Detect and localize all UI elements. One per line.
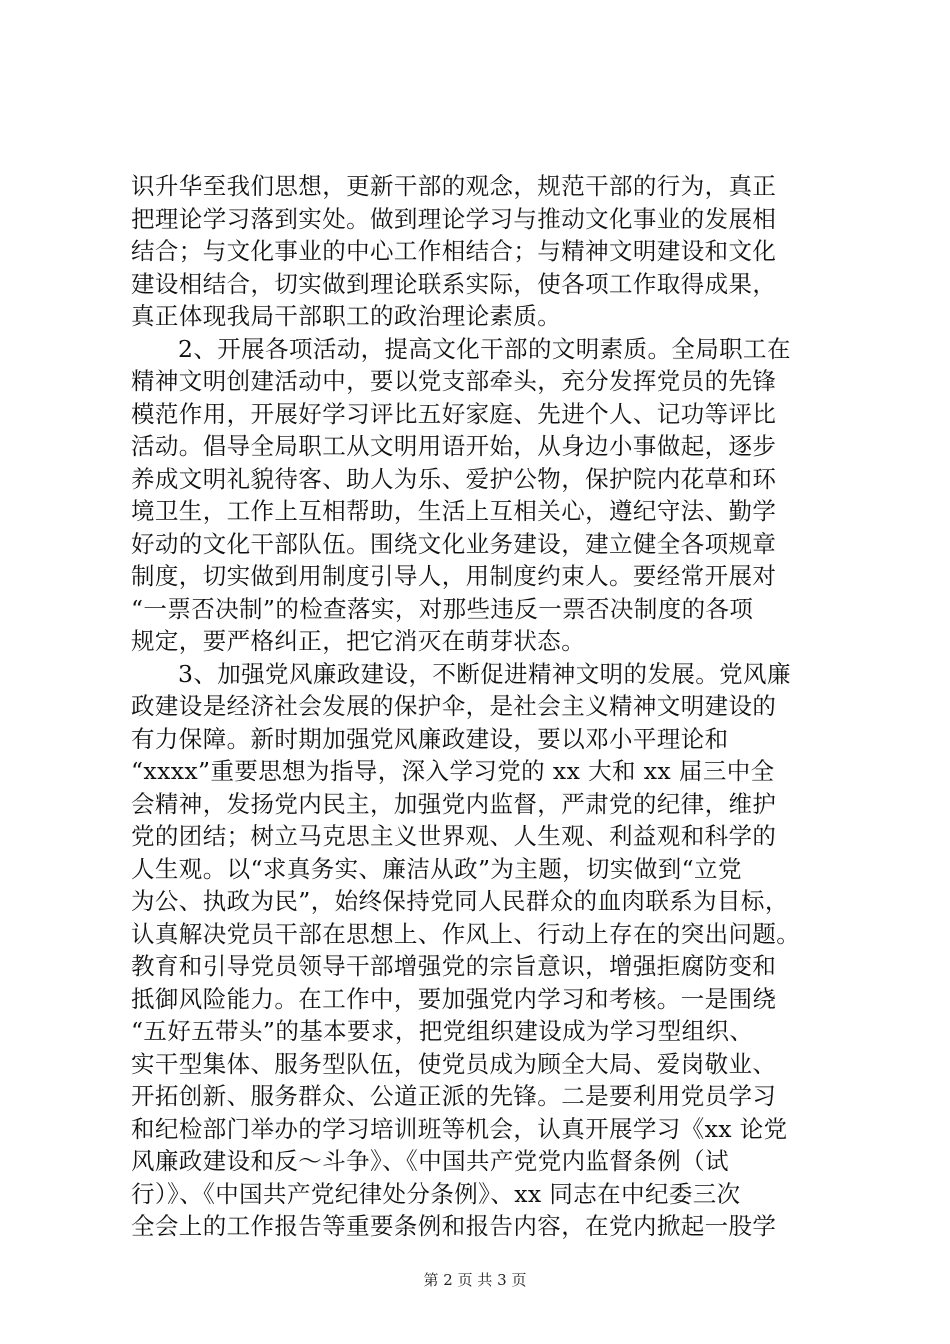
text-line: 会精神，发扬党内民主，加强党内监督，严肃党的纪律，维护 xyxy=(131,789,777,818)
text-line: 和纪检部门举办的学习培训班等机会，认真开展学习《xx 论党 xyxy=(131,1114,788,1143)
text-line: 活动。倡导全局职工从文明用语开始，从身边小事做起，逐步 xyxy=(131,432,777,460)
text-line: 模范作用，开展好学习评比五好家庭、先进个人、记功等评比 xyxy=(131,399,777,428)
text-line: 建设相结合，切实做到理论联系实际，使各项工作取得成果， xyxy=(131,269,777,298)
page-footer: 第 2 页 共 3 页 xyxy=(423,1271,527,1289)
text-line: 党的团结；树立马克思主义世界观、人生观、利益观和科学的 xyxy=(131,822,777,850)
text-line: 结合；与文化事业的中心工作相结合；与精神文明建设和文化 xyxy=(131,237,777,265)
text-line: 境卫生，工作上互相帮助，生活上互相关心，遵纪守法、勤学 xyxy=(131,497,777,525)
text-line: 政建设是经济社会发展的保护伞，是社会主义精神文明建设的 xyxy=(131,692,777,720)
text-line: 精神文明创建活动中，要以党支部牵头，充分发挥党员的先锋 xyxy=(131,367,777,395)
document-body xyxy=(131,170,831,1243)
text-line: 为公、执政为民”，始终保持党同人民群众的血肉联系为目标， xyxy=(131,887,789,915)
text-line: 开拓创新、服务群众、公道正派的先锋。二是要利用党员学习 xyxy=(131,1082,777,1110)
text-line: 行）》、《中国共产党纪律处分条例》、xx 同志在中纪委三次 xyxy=(131,1179,741,1208)
text-line: 人生观。以“求真务实、廉洁从政”为主题，切实做到“立党 xyxy=(131,854,742,883)
paragraph-first-line: 2、开展各项活动，提高文化干部的文明素质。全局职工在 xyxy=(178,334,791,363)
text-line: 实干型集体、服务型队伍，使党员成为顾全大局、爱岗敬业、 xyxy=(131,1049,777,1078)
text-line: 制度，切实做到用制度引导人，用制度约束人。要经常开展对 xyxy=(131,562,777,590)
text-line: 全会上的工作报告等重要条例和报告内容，在党内掀起一股学 xyxy=(131,1212,777,1240)
text-line: 有力保障。新时期加强党风廉政建设，要以邓小平理论和 xyxy=(131,724,729,753)
paragraph-first-line: 3、加强党风廉政建设，不断促进精神文明的发展。党风廉 xyxy=(178,659,791,688)
text-line: 识升华至我们思想，更新干部的观念，规范干部的行为，真正 xyxy=(131,172,777,200)
text-line: “一票否决制”的检查落实，对那些违反一票否决制度的各项 xyxy=(131,594,754,623)
text-line: 把理论学习落到实处。做到理论学习与推动文化事业的发展相 xyxy=(131,204,777,233)
text-line: “xxxx”重要思想为指导，深入学习党的 xx 大和 xx 届三中全 xyxy=(131,757,775,785)
text-line: 抵御风险能力。在工作中，要加强党内学习和考核。一是围绕 xyxy=(131,984,777,1013)
text-line: 养成文明礼貌待客、助人为乐、爱护公物，保护院内花草和环 xyxy=(131,464,777,493)
text-line: 风廉政建设和反～斗争》、《中国共产党党内监督条例（试 xyxy=(131,1147,729,1175)
text-line: 认真解决党员干部在思想上、作风上、行动上存在的突出问题。 xyxy=(131,919,801,948)
text-line: 好动的文化干部队伍。围绕文化业务建设，建立健全各项规章 xyxy=(131,529,777,558)
text-line: 规定，要严格纠正，把它消灭在萌芽状态。 xyxy=(131,627,586,655)
text-line: 教育和引导党员领导干部增强党的宗旨意识，增强拒腐防变和 xyxy=(131,952,777,980)
text-line: 真正体现我局干部职工的政治理论素质。 xyxy=(131,302,562,330)
text-line: “五好五带头”的基本要求，把党组织建设成为学习型组织、 xyxy=(131,1017,754,1045)
